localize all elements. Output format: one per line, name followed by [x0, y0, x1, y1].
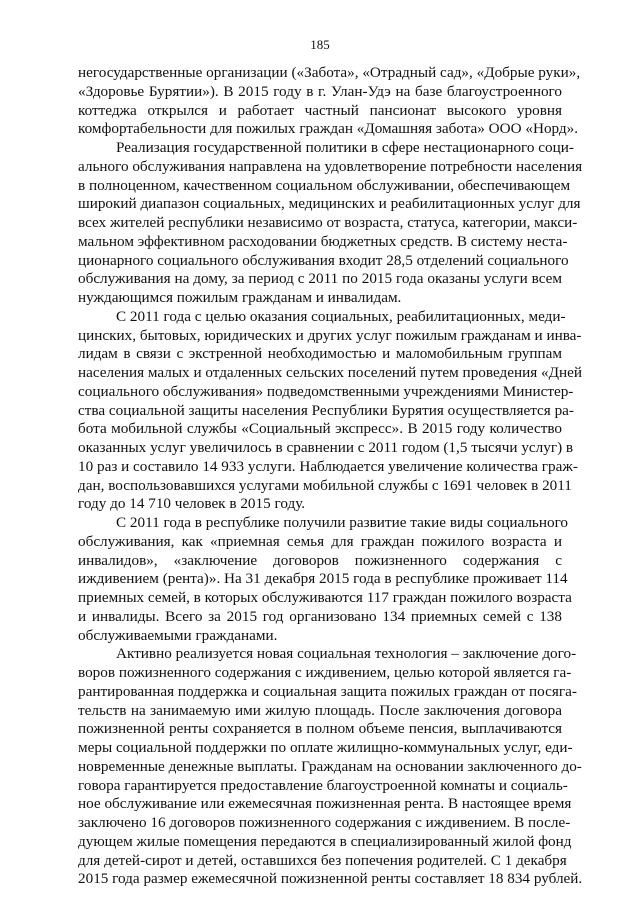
text-line: в полноценном, качественном социальном обслуживании, обеспечивающем — [78, 176, 571, 194]
text-line: дующем жилые помещения передаются в специализированный жилой фонд — [78, 832, 572, 850]
text-line: негосударственные организации («Забота», «Отрадный сад», «Добрые руки», — [78, 64, 581, 81]
text-line: нуждающимся пожилым гражданам и инвалидам. — [78, 289, 402, 306]
text-line: говора гарантируется предоставление благоустроенной комнаты и социаль- — [78, 776, 568, 794]
text-line: ства социальной защиты населения Республики Бурятия осуществляется ра- — [78, 401, 574, 419]
paragraph — [78, 514, 572, 645]
text-line: ное обслуживание или ежемесячная пожизненная рента. В настоящее время — [78, 795, 572, 813]
text-line: мальном эффективном расходовании бюджетных средств. В систему неста- — [78, 232, 568, 250]
paragraph — [78, 139, 583, 308]
text-line: инвалидов», «заключение договоров пожизненного содержания с — [78, 551, 562, 569]
text-line: дан, воспользовавшихся услугами мобильной службы с 1691 человек в 2011 — [78, 476, 572, 494]
text-line: 10 раз и составило 14 933 услуги. Наблюдается увеличение количества граж- — [78, 457, 578, 475]
text-line: рантированная поддержка и социальная защита пожилых граждан от посяга- — [78, 682, 577, 700]
text-line: 2015 года размер ежемесячной пожизненной ренты составляет 18 834 рублей. — [78, 870, 583, 888]
text-line: обслуживания, как «приемная семья для граждан пожилого возраста и — [78, 532, 562, 550]
paragraph — [78, 645, 583, 889]
text-line: обслуживаемыми гражданами. — [78, 626, 278, 644]
text-line: и инвалиды. Всего за 2015 год организовано 134 приемных семей с 138 — [78, 607, 562, 625]
text-line: тельств на занимаемую ими жилую площадь. После заключения договора — [78, 701, 562, 719]
text-line: бота мобильной службы «Социальный экспресс». В 2015 году количество — [78, 420, 562, 438]
text-line: заключено 16 договоров пожизненного содержания с иждивением. В после- — [78, 814, 571, 831]
text-line: населения малых и отдаленных сельских поселений путем проведения «Дней — [78, 364, 582, 381]
text-line: новременные денежные выплаты. Гражданам на основании заключенного до- — [78, 757, 582, 775]
text-line: пожизненной ренты сохраняется в полном объеме пенсия, выплачиваются — [78, 720, 562, 738]
text-line: всех жителей республики независимо от возраста, статуса, категории, макси- — [78, 214, 578, 231]
document-body — [78, 64, 583, 889]
text-line: социального обслуживания» подведомственными учреждениями Министер- — [78, 382, 574, 400]
text-line: ального обслуживания направлена на удовлетворение потребности населения — [78, 157, 583, 175]
page-number: 185 — [310, 37, 330, 52]
text-line: воров пожизненного содержания с иждивением, целью которой является га- — [78, 664, 572, 681]
text-line: С 2011 года с целью оказания социальных, реабилитационных, меди- — [116, 307, 566, 325]
text-line: меры социальной поддержки по оплате жилищно-коммунальных услуг, еди- — [78, 739, 573, 756]
paragraph — [78, 64, 581, 139]
text-line: для детей-сирот и детей, оставшихся без попечения родителей. С 1 декабря — [78, 851, 567, 869]
text-line: году до 14 710 человек в 2015 году. — [78, 495, 306, 513]
text-line: цинских, бытовых, юридических и других услуг пожилым гражданам и инва- — [78, 326, 582, 344]
text-line: широкий диапазон социальных, медицинских и реабилитационных услуг для — [78, 195, 581, 213]
text-line: Активно реализуется новая социальная технология – заключение дого- — [116, 645, 577, 663]
text-line: коттеджа открылся и работает частный пансионат высокого уровня — [78, 101, 562, 119]
text-line: комфортабельности для пожилых граждан «Домашняя забота» ООО «Норд». — [78, 120, 579, 138]
paragraph — [78, 307, 582, 514]
text-line: Реализация государственной политики в сфере нестационарного соци- — [116, 139, 574, 156]
text-line: приемных семей, в которых обслуживаются 117 граждан пожилого возраста — [78, 589, 572, 606]
text-line: обслуживания на дому, за период с 2011 по 2015 года оказаны услуги всем — [78, 270, 562, 288]
text-line: С 2011 года в республике получили развитие такие виды социального — [116, 514, 569, 531]
text-line: «Здоровье Бурятии»). В 2015 году в г. Улан-Удэ на базе благоустроенного — [78, 82, 562, 100]
text-line: иждивением (рента)». На 31 декабря 2015 года в республике проживает 114 — [78, 570, 568, 588]
text-line: лидам в связи с экстренной необходимостью и маломобильным группам — [78, 345, 562, 363]
text-line: ционарного социального обслуживания входит 28,5 отделений социального — [78, 251, 569, 269]
text-line: оказанных услуг увеличилось в сравнении с 2011 годом (1,5 тысячи услуг) в — [78, 439, 574, 456]
